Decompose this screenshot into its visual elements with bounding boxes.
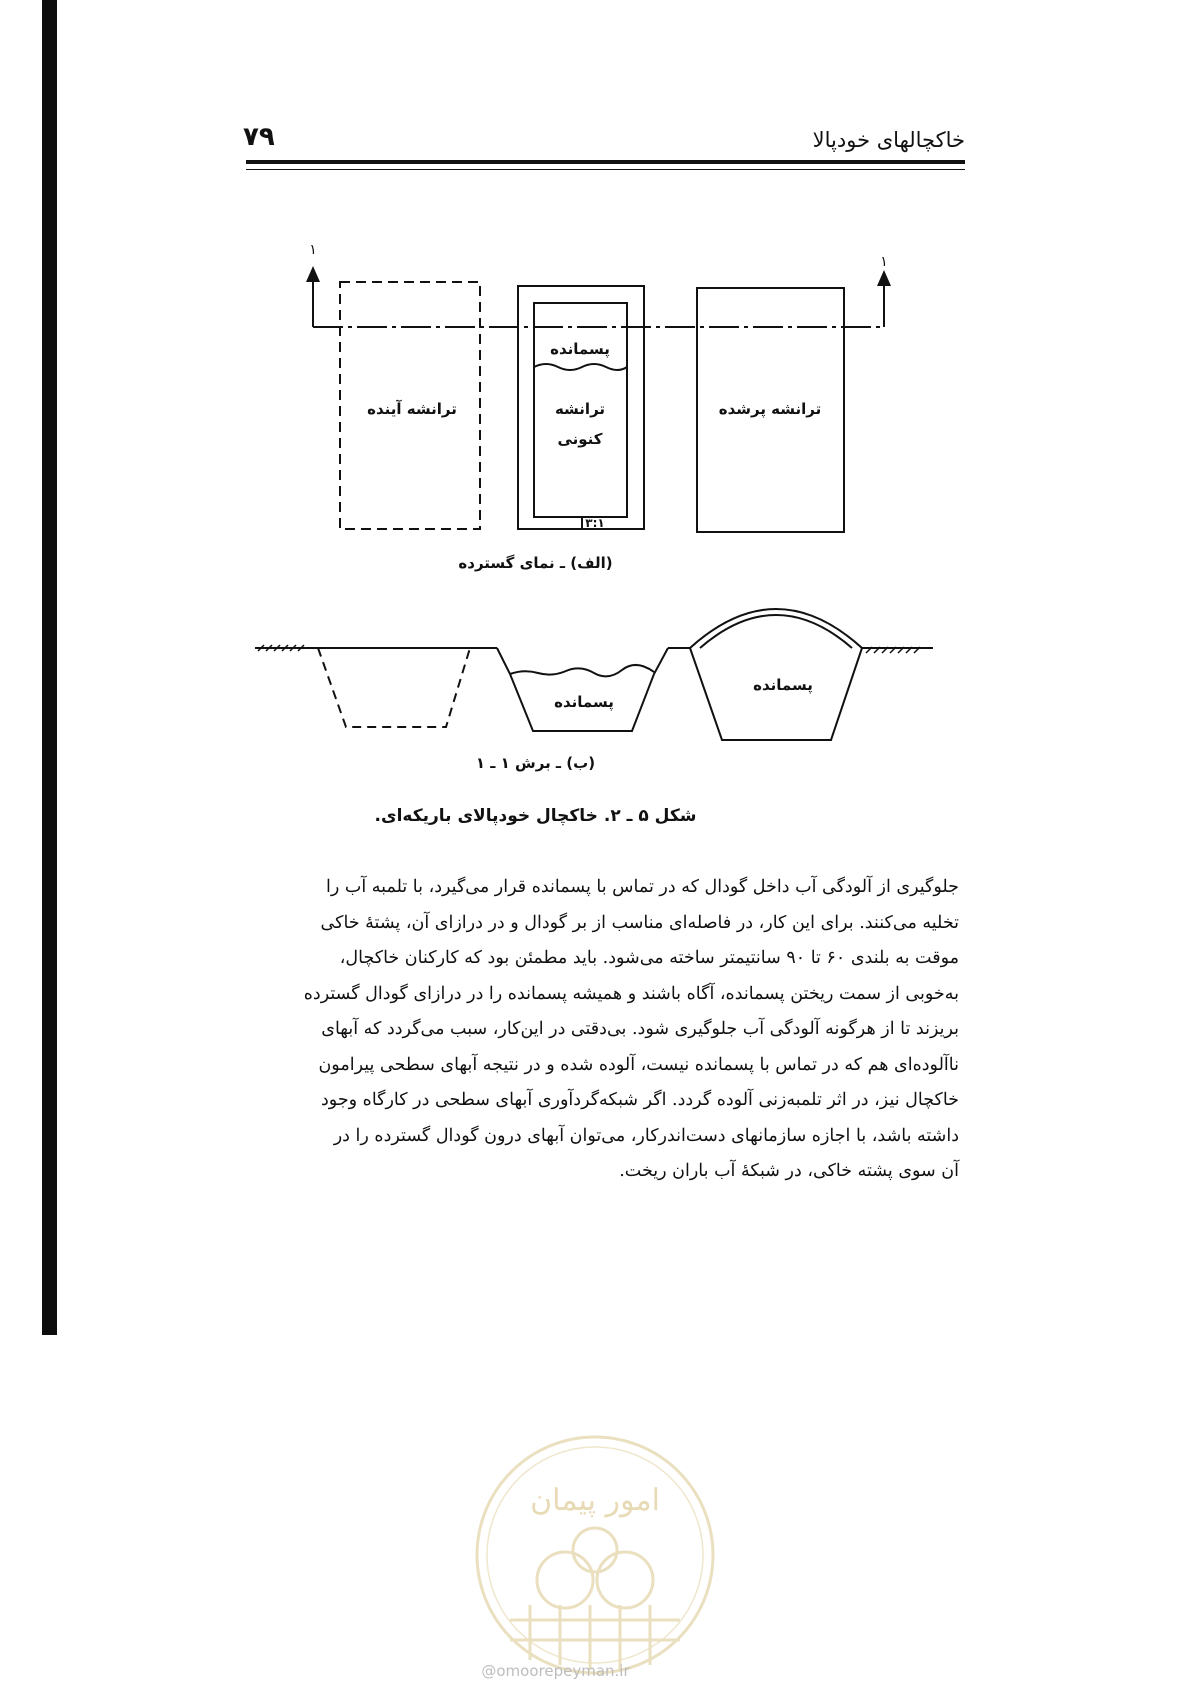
soil-mound-inner bbox=[700, 615, 852, 648]
body-line: تخلیه می‌کنند. برای این کار، در فاصله‌ای مناسب از بر گودال و در درازای آن، پشتهٔ خاکی bbox=[320, 912, 959, 933]
body-paragraph bbox=[234, 870, 959, 1190]
current-trench-section bbox=[497, 648, 668, 731]
figure-caption: شکل ۵ ـ ۲. خاکچال خودپالای باریکه‌ای. bbox=[374, 806, 697, 826]
running-title: خاکچالهای خودپالا bbox=[812, 128, 965, 152]
section-arrow-right bbox=[877, 270, 891, 286]
body-line: به‌خوبی از سمت ریختن پسمانده، آگاه باشند و همیشه پسمانده را در درازای گودال گسترده bbox=[303, 983, 959, 1004]
page-number: ۷۹ bbox=[243, 122, 275, 152]
section-mark-right: ۱ bbox=[880, 254, 888, 270]
waste-surface-section bbox=[510, 665, 654, 676]
label-filled-trench: ترانشه پرشده bbox=[718, 400, 822, 418]
body-line: بریزند تا از هرگونه آلودگی آب جلوگیری شود. بی‌دقتی در این‌کار، سبب می‌گردد که آبهای bbox=[321, 1019, 959, 1039]
body-line: ناآلوده‌ای هم که در تماس با پسمانده نیست، آلوده شده و در نتیجه آبهای سطحی پیرامون bbox=[318, 1054, 959, 1075]
label-current-trench-1: ترانشه bbox=[554, 400, 606, 418]
caption-plan-view: (الف) ـ نمای گسترده bbox=[458, 554, 613, 572]
watermark-logo bbox=[470, 1430, 720, 1680]
body-line: خاکچال نیز، در اثر تلمبه‌زنی آلوده گردد. اگر شبکه‌گردآوری آبهای سطحی در کارگاه وجود bbox=[320, 1090, 959, 1110]
future-trench-section bbox=[318, 648, 470, 727]
body-line: آن سوی پشته خاکی، در شبکهٔ آب باران ریخت. bbox=[619, 1161, 959, 1181]
slope-ratio: ۳:۱ bbox=[585, 516, 605, 530]
body-line: موقت به بلندی ۶۰ تا ۹۰ سانتیمتر ساخته می‌شود. باید مطمئن بود که کارکنان خاکچال، bbox=[339, 948, 959, 968]
section-mark-left: ۱ bbox=[309, 242, 317, 258]
body-line: داشته باشد، با اجازه سازمانهای دست‌اندرکار، می‌توان آبهای درون گودال گسترده را در bbox=[333, 1125, 959, 1146]
waste-boundary bbox=[534, 364, 627, 370]
watermark-url: @omoorepeyman.ir bbox=[481, 1662, 630, 1680]
filled-trench-section bbox=[690, 648, 862, 740]
label-future-trench: ترانشه آینده bbox=[367, 400, 457, 418]
body-line: جلوگیری از آلودگی آب داخل گودال که در تماس با پسمانده قرار می‌گیرد، با تلمبه آب را bbox=[326, 877, 959, 897]
label-waste-section-right: پسمانده bbox=[753, 676, 813, 694]
section-view bbox=[255, 609, 933, 740]
section-arrow-left bbox=[306, 266, 320, 282]
trench-figure bbox=[0, 0, 1191, 800]
label-waste-plan: پسمانده bbox=[550, 340, 610, 358]
label-waste-section-middle: پسمانده bbox=[554, 693, 614, 711]
caption-section-view: (ب) ـ برش ۱ ـ ۱ bbox=[475, 754, 596, 772]
label-current-trench-2: کنونی bbox=[557, 430, 603, 448]
watermark-logo-text: امور پیمان bbox=[530, 1483, 660, 1518]
